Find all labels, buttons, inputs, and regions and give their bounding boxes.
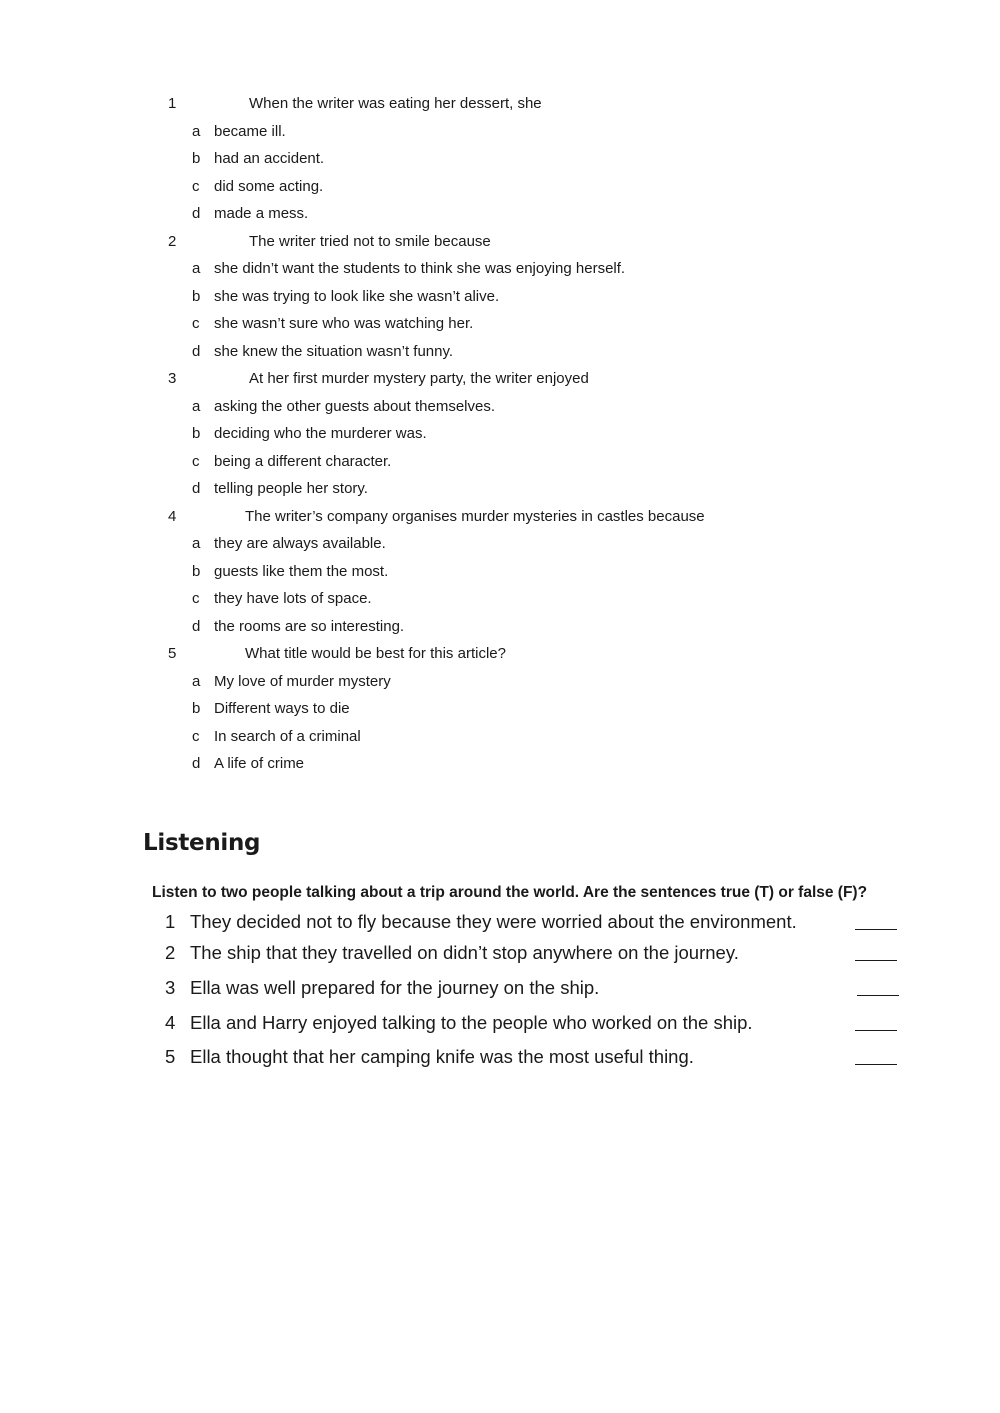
true-false-item xyxy=(0,1010,1000,1036)
item-number: 5 xyxy=(165,1046,176,1067)
option-letter: c xyxy=(192,177,200,195)
option-letter: b xyxy=(192,700,201,717)
item-text: The ship that they travelled on didn’t stop anywhere on the journey. xyxy=(190,942,739,963)
option-letter: a xyxy=(192,672,201,690)
answer-option xyxy=(0,118,1000,146)
true-false-item xyxy=(0,940,1000,966)
question-stem: The writer tried not to smile because xyxy=(249,232,491,250)
answer-option xyxy=(0,558,1000,586)
question-number: 1 xyxy=(168,95,177,112)
question-stem: When the writer was eating her dessert, she xyxy=(249,95,542,112)
true-false-item xyxy=(0,975,1000,1001)
option-letter: c xyxy=(192,727,200,745)
item-text: Ella was well prepared for the journey on the ship. xyxy=(190,977,600,998)
question-stem: The writer’s company organises murder mysteries in castles because xyxy=(245,507,705,525)
option-letter: d xyxy=(192,342,201,360)
option-text: made a mess. xyxy=(214,205,309,222)
option-letter: d xyxy=(192,205,201,222)
option-text: A life of crime xyxy=(214,755,305,772)
answer-option xyxy=(0,585,1000,613)
option-letter: c xyxy=(192,315,200,332)
question-stem: At her first murder mystery party, the writer enjoyed xyxy=(249,370,589,387)
option-text: deciding who the murderer was. xyxy=(214,425,427,442)
question-stem-row xyxy=(0,365,1000,393)
question-stem-row xyxy=(0,90,1000,118)
option-text: the rooms are so interesting. xyxy=(214,617,405,635)
answer-option xyxy=(0,530,1000,558)
item-number: 4 xyxy=(165,1012,176,1033)
option-text: she was trying to look like she wasn’t alive. xyxy=(214,287,500,305)
answer-blank[interactable] xyxy=(855,1064,897,1065)
answer-blank[interactable] xyxy=(855,929,897,930)
option-letter: d xyxy=(192,617,201,635)
question-number: 2 xyxy=(168,232,177,250)
option-text: being a different character. xyxy=(214,452,392,470)
question-number: 4 xyxy=(168,507,177,525)
option-text: she wasn’t sure who was watching her. xyxy=(214,315,474,332)
listening-heading: Listening xyxy=(143,830,261,856)
true-false-item xyxy=(0,909,1000,935)
option-text: became ill. xyxy=(214,122,286,140)
option-text: did some acting. xyxy=(214,177,324,195)
answer-option xyxy=(0,145,1000,173)
item-text: They decided not to fly because they were worried about the environment. xyxy=(190,911,797,932)
option-text: My love of murder mystery xyxy=(214,672,391,690)
question-stem: What title would be best for this article? xyxy=(245,645,506,662)
option-text: had an accident. xyxy=(214,150,325,167)
option-letter: d xyxy=(192,480,201,497)
answer-option xyxy=(0,613,1000,641)
option-letter: b xyxy=(192,287,201,305)
question-stem-row xyxy=(0,228,1000,256)
answer-blank[interactable] xyxy=(855,1030,897,1031)
item-text: Ella thought that her camping knife was the most useful thing. xyxy=(190,1046,694,1067)
option-text: Different ways to die xyxy=(214,700,350,717)
option-letter: c xyxy=(192,452,200,470)
reading-questions xyxy=(0,90,1000,778)
option-letter: b xyxy=(192,150,201,167)
answer-option xyxy=(0,310,1000,338)
item-number: 1 xyxy=(165,911,176,932)
answer-blank[interactable] xyxy=(857,995,899,996)
option-letter: c xyxy=(192,590,200,607)
answer-option xyxy=(0,173,1000,201)
answer-option xyxy=(0,668,1000,696)
answer-option xyxy=(0,283,1000,311)
option-text: guests like them the most. xyxy=(214,562,389,580)
answer-option xyxy=(0,695,1000,723)
option-text: she didn’t want the students to think she was enjoying herself. xyxy=(214,260,626,277)
option-letter: a xyxy=(192,122,201,140)
option-letter: b xyxy=(192,562,201,580)
question-stem-row xyxy=(0,503,1000,531)
listening-instruction: Listen to two people talking about a trip around the world. Are the sentences true (T) or false (F)? xyxy=(152,884,868,901)
item-text: Ella and Harry enjoyed talking to the people who worked on the ship. xyxy=(190,1012,753,1033)
answer-option xyxy=(0,723,1000,751)
answer-option xyxy=(0,200,1000,228)
answer-option xyxy=(0,420,1000,448)
option-letter: a xyxy=(192,535,201,552)
option-letter: b xyxy=(192,425,201,442)
question-number: 3 xyxy=(168,370,177,387)
option-letter: a xyxy=(192,260,201,277)
answer-option xyxy=(0,255,1000,283)
answer-option xyxy=(0,338,1000,366)
question-stem-row xyxy=(0,640,1000,668)
answer-option xyxy=(0,393,1000,421)
option-letter: a xyxy=(192,397,201,415)
item-number: 3 xyxy=(165,977,176,998)
answer-blank[interactable] xyxy=(855,960,897,961)
item-number: 2 xyxy=(165,942,176,963)
question-number: 5 xyxy=(168,645,177,662)
option-text: asking the other guests about themselves. xyxy=(214,397,496,415)
option-text: she knew the situation wasn’t funny. xyxy=(214,342,454,360)
true-false-item xyxy=(0,1044,1000,1070)
answer-option xyxy=(0,475,1000,503)
option-text: they have lots of space. xyxy=(214,590,372,607)
option-letter: d xyxy=(192,755,201,772)
answer-option xyxy=(0,750,1000,778)
option-text: they are always available. xyxy=(214,535,386,552)
option-text: In search of a criminal xyxy=(214,727,361,745)
answer-option xyxy=(0,448,1000,476)
option-text: telling people her story. xyxy=(214,480,368,497)
